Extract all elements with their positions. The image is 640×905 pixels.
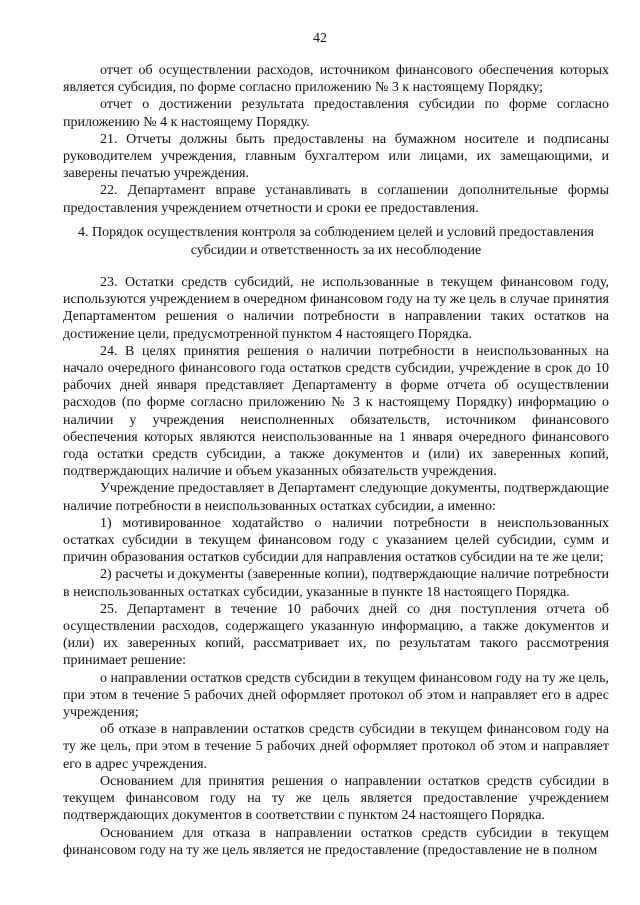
paragraph: Основанием для отказа в направлении остатков средств субсидии в текущем финансовом году на ту же цель является не предоставление (предоставление не в полном xyxy=(63,825,609,858)
body-paragraphs xyxy=(63,274,609,859)
section-heading: 4. Порядок осуществления контроля за соблюдением целей и условий предоставления субсидии и ответственность за их несоблюдение xyxy=(78,225,594,258)
paragraph: об отказе в направлении остатков средств субсидии в текущем финансовом году на ту же цель, при этом в течение 5 рабочих дней оформляет протокол об этом и направляет его в адрес учреждения. xyxy=(63,722,609,772)
paragraph: 1) мотивированное ходатайство о наличии потребности в неиспользованных остатках субсидии в текущем финансовом году с указанием целей субсидии, сумм и причин образования остатков субсидии для направления остатков субсидии на те же цели; xyxy=(63,515,609,566)
paragraph: Основанием для принятия решения о направлении остатков средств субсидии в текущем финансовом году на ту же цель является предоставление учреждением подтверждающих документов в соответствии с пунктом 24 настоящего Порядка. xyxy=(63,773,609,824)
paragraph: 22. Департамент вправе устанавливать в соглашении дополнительные формы предоставления учреждением отчетности и сроки ее предоставления. xyxy=(63,183,609,216)
paragraph: отчет о достижении результата предоставления субсидии по форме согласно приложению № 4 к настоящему Порядку. xyxy=(63,97,609,130)
paragraph: 2) расчеты и документы (заверенные копии), подтверждающие наличие потребности в неиспользованных остатках субсидии, указанные в пункте 18 настоящего Порядка. xyxy=(63,567,609,600)
paragraph: 24. В целях принятия решения о наличии потребности в неиспользованных на начало очередного финансового года остатков средств субсидии, учреждение в срок до 10 рабочих дней января представляет Департаменту в форме отчета об осуществлении расходов (по форме согласно приложению № 3 к настоящему Порядку) информацию о наличии у учреждения неисполненных обязательств, источником финансового обеспечения которых являются неиспользованные на 1 января очередного финансового года остатки средств субсидии, а также документов и (или) их заверенных копий, подтверждающих наличие и объем указанных обязательств учреждения. xyxy=(63,343,609,480)
paragraph: 21. Отчеты должны быть предоставлены на бумажном носителе и подписаны руководителем учреждения, главным бухгалтером или лицами, их замещающими, и заверены печатью учреждения. xyxy=(63,131,609,182)
top-paragraphs xyxy=(63,62,609,217)
paragraph: 23. Остатки средств субсидий, не использованные в текущем финансовом году, используются учреждением в очередном финансовом году на ту же цель в случае принятия Департаментом решения о наличии потребности в направлении таких остатков на достижение цели, предусмотренной пунктом 4 настоящего Порядка. xyxy=(63,275,609,342)
paragraph: Учреждение предоставляет в Департамент следующие документы, подтверждающие наличие потребности в неиспользованных остатках субсидии, а именно: xyxy=(63,481,609,514)
page-number: 42 xyxy=(313,31,327,46)
paragraph: отчет об осуществлении расходов, источником финансового обеспечения которых является субсидия, по форме согласно приложению № 3 к настоящему Порядку; xyxy=(63,63,609,96)
paragraph: 25. Департамент в течение 10 рабочих дней со дня поступления отчета об осуществлении расходов, содержащего указанную информацию, а также документов и (или) их заверенных копий, рассматривает их, по результатам такого рассмотрения принимает решение: xyxy=(63,601,609,669)
paragraph: о направлении остатков средств субсидии в текущем финансовом году на ту же цель, при этом в течение 5 рабочих дней оформляет протокол об этом и направляет его в адрес учреждения; xyxy=(63,670,609,721)
